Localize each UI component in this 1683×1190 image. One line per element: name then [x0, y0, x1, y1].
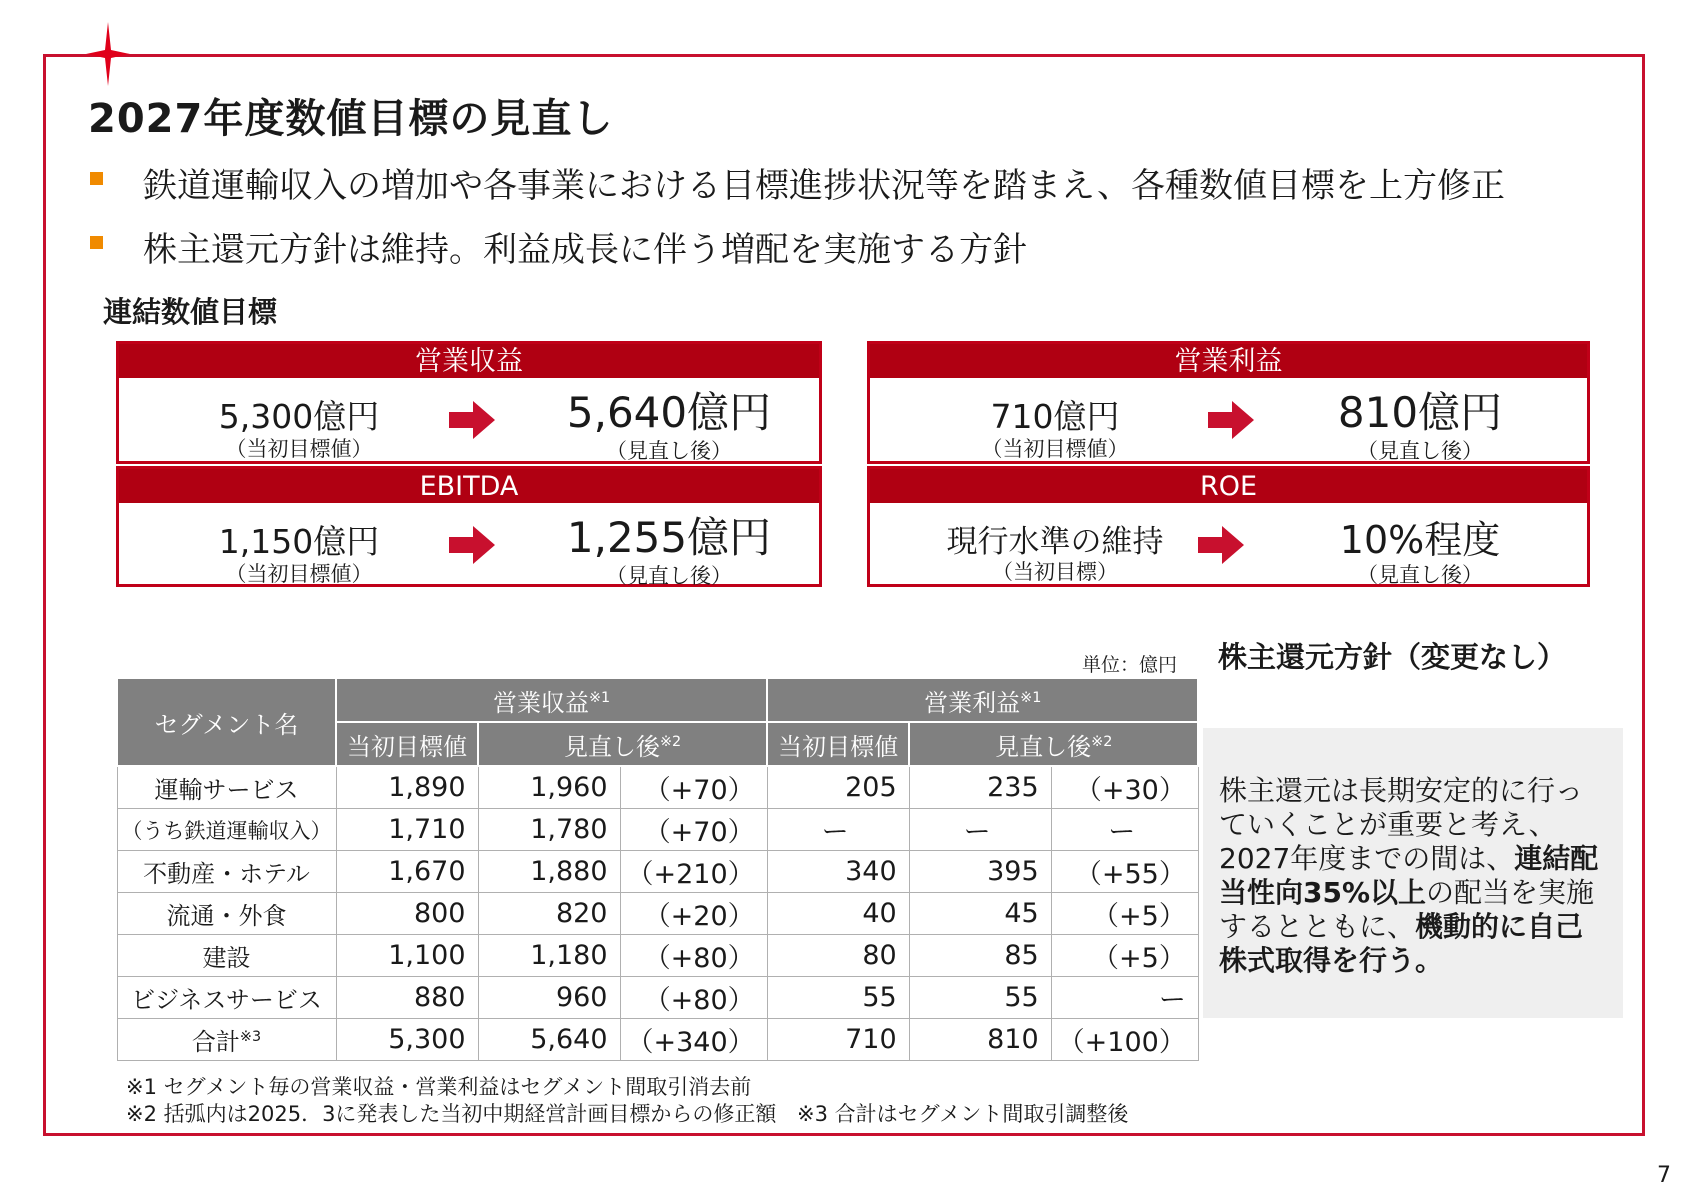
kpi-from-value: 710億円: [990, 397, 1120, 436]
table-row: 流通・外食 800 820 （+20） 40 45 （+5）: [117, 893, 1198, 935]
kpi-from-sub: （当初目標値）: [225, 437, 373, 461]
page-title: 2027年度数値目標の見直し: [88, 96, 614, 142]
kpi-to-value: 1,255億円: [566, 513, 772, 562]
policy-box: 株主還元は長期安定的に行っていくことが重要と考え、2027年度までの間は、連結配当性向35%以上の配当を実施するとともに、機動的に自己株式取得を行う。: [1203, 728, 1623, 1018]
kpi-label: 営業収益: [119, 344, 819, 378]
page-number: 7: [1657, 1163, 1671, 1188]
kpi-from-value: 5,300億円: [218, 397, 380, 436]
kpi-from-value: 現行水準の維持: [946, 524, 1164, 560]
policy-title: 株主還元方針（変更なし）: [1218, 640, 1567, 674]
kpi-to-sub: （見直し後）: [606, 439, 732, 463]
unit-label: 単位：億円: [1082, 654, 1178, 676]
kpi-from-value: 1,150億円: [218, 522, 380, 561]
footnote-1: ※1 セグメント毎の営業収益・営業利益はセグメント間取引消去前: [126, 1075, 752, 1099]
profit-header: 営業利益$^{※1}$: [767, 678, 1198, 722]
profit-revised-header: 見直し後$^{※2}$: [909, 722, 1198, 766]
arrow-right-icon: [1198, 526, 1244, 564]
table-row: （うち鉄道運輸収入） 1,710 1,780 （+70） ー ー ー: [117, 809, 1198, 851]
kpi-to-sub: （見直し後）: [606, 564, 732, 588]
revenue-header: 営業収益$^{※1}$: [336, 678, 767, 722]
kpi-label: 営業利益: [870, 344, 1587, 378]
table-row: 不動産・ホテル 1,670 1,880 （+210） 340 395 （+55）: [117, 851, 1198, 893]
arrow-right-icon: [1208, 401, 1254, 439]
table-row: ビジネスサービス 880 960 （+80） 55 55 ー: [117, 977, 1198, 1019]
bullet-square-icon: [90, 236, 103, 249]
kpi-label: ROE: [870, 469, 1587, 503]
arrow-right-icon: [449, 526, 495, 564]
arrow-right-icon: [449, 401, 495, 439]
table-row: 運輸サービス 1,890 1,960 （+70） 205 235 （+30）: [117, 766, 1198, 809]
sparkle-icon: [86, 22, 130, 86]
kpi-to-sub: （見直し後）: [1357, 563, 1483, 587]
section-subtitle: 連結数値目標: [103, 295, 278, 329]
kpi-from-sub: （当初目標値）: [225, 562, 373, 586]
kpi-from-sub: （当初目標）: [992, 560, 1118, 584]
footnote-2: ※2 括弧内は2025．3に発表した当初中期経営計画目標からの修正額: [126, 1102, 777, 1126]
kpi-from-sub: （当初目標値）: [981, 437, 1129, 461]
footnote-3: ※3 合計はセグメント間取引調整後: [797, 1102, 1129, 1126]
kpi-revenue: [116, 341, 822, 464]
revenue-initial-header: 当初目標値: [336, 722, 478, 766]
kpi-label: EBITDA: [119, 469, 819, 503]
kpi-operating-profit: [867, 341, 1590, 464]
profit-initial-header: 当初目標値: [767, 722, 909, 766]
segment-table: [116, 677, 1199, 1061]
kpi-to-value: 5,640億円: [566, 388, 772, 437]
kpi-to-value: 810億円: [1337, 388, 1503, 437]
revenue-revised-header: 見直し後$^{※2}$: [478, 722, 767, 766]
segment-header: セグメント名: [117, 678, 336, 766]
kpi-to-value: 10%程度: [1339, 518, 1501, 562]
table-row-total: 合計$^{※3}$ 5,300 5,640 （+340） 710 810 （+100）: [117, 1019, 1198, 1061]
kpi-ebitda: [116, 466, 822, 587]
kpi-to-sub: （見直し後）: [1357, 439, 1483, 463]
table-row: 建設 1,100 1,180 （+80） 80 85 （+5）: [117, 935, 1198, 977]
kpi-roe: [867, 466, 1590, 587]
bullet-square-icon: [90, 172, 103, 185]
